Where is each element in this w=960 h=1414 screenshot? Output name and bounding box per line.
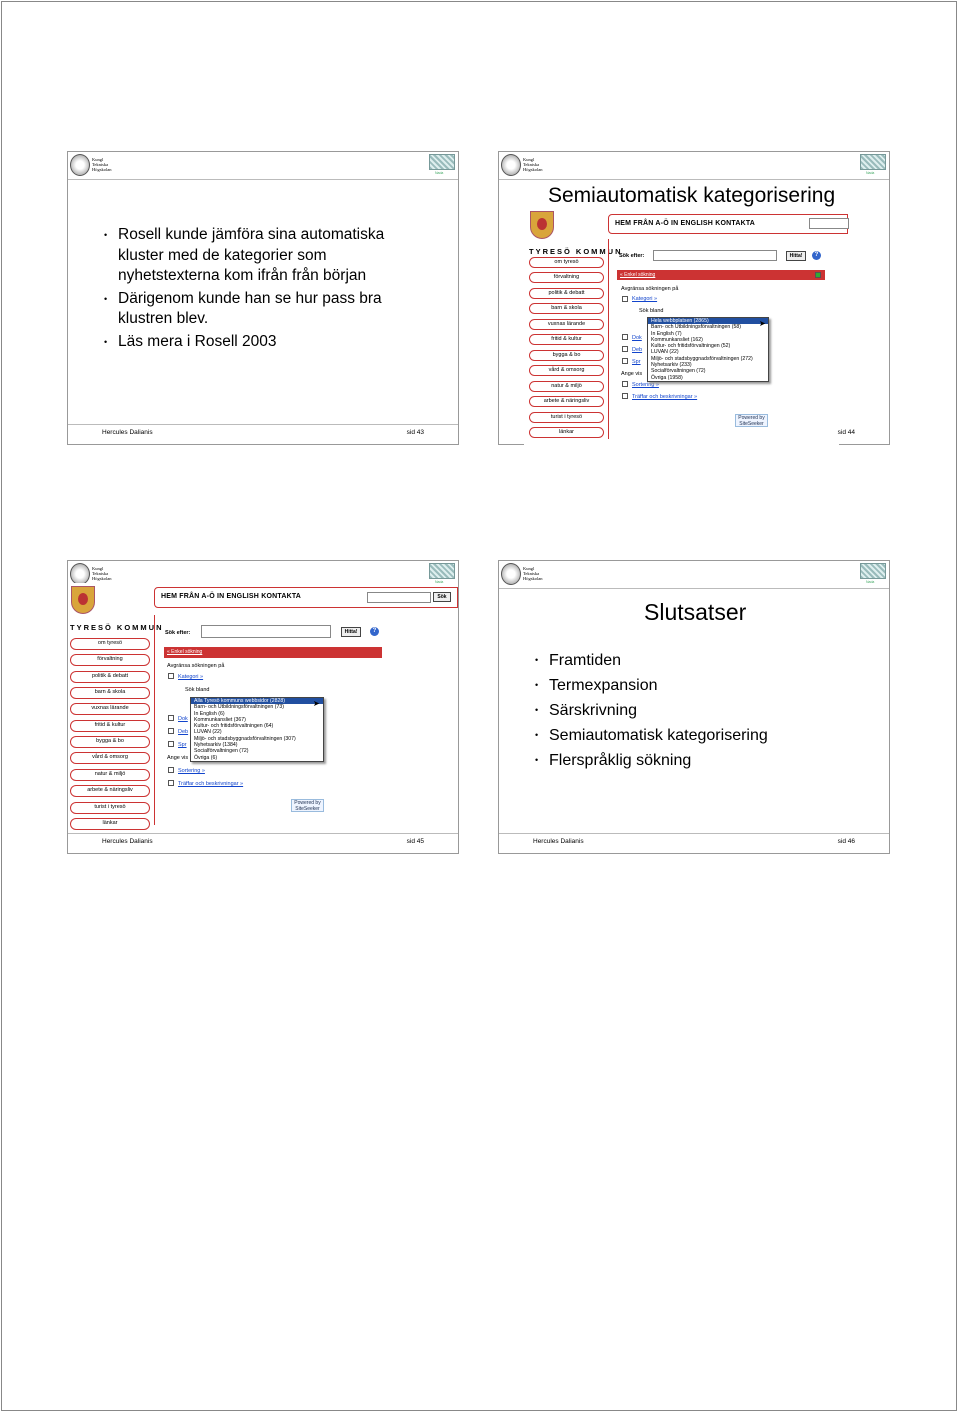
header-rule: [499, 588, 889, 589]
kommun-heading: TYRESÖ KOMMUN: [70, 623, 164, 632]
nada-logo: [860, 563, 886, 585]
dropdown-option[interactable]: Nyhetsarkiv (1384): [194, 742, 238, 749]
nada-icon: [429, 563, 455, 579]
kth-line3: Högskolan: [92, 167, 112, 172]
siteseeker-badge: Powered by SiteSeeker: [291, 799, 324, 812]
top-search-input[interactable]: [809, 218, 849, 229]
footer-author: Hercules Dalianis: [102, 429, 153, 436]
dropdown-option[interactable]: Barn- och Utbildningsförvaltningen (73): [194, 704, 284, 711]
nav-item[interactable]: vård & omsorg: [529, 365, 604, 376]
mouse-cursor-icon: ➤: [759, 319, 766, 328]
dropdown-option[interactable]: Barn- och Utbildningsförvaltningen (58): [651, 324, 741, 331]
top-nav-links[interactable]: HEM FRÅN A-Ö IN ENGLISH KONTAKTA: [615, 220, 756, 227]
bullet-item: • Läs mera i Rosell 2003: [100, 332, 430, 353]
simple-search-link[interactable]: « Enkel sökning: [167, 649, 203, 655]
doc-link[interactable]: Dok: [178, 716, 188, 722]
simple-search-bar: [617, 270, 825, 280]
nav-item[interactable]: om tyresö: [529, 257, 604, 268]
hits-checkbox[interactable]: [168, 780, 174, 786]
slide-46: [498, 560, 890, 854]
nav-item[interactable]: politik & debatt: [70, 671, 150, 683]
hitta-button[interactable]: Hitta!: [786, 251, 806, 261]
dropdown-option-selected[interactable]: Hela webbplatsen (2865): [648, 318, 768, 324]
dropdown-option[interactable]: Miljö- och stadsbyggnadsförvaltningen (307): [194, 735, 296, 742]
green-check-icon: [815, 272, 821, 278]
footer-page: sid 43: [406, 429, 424, 436]
kth-line1: Kungl: [92, 566, 104, 571]
debate-checkbox[interactable]: [168, 728, 174, 734]
footer-page: sid 45: [406, 838, 424, 845]
hits-link[interactable]: Träffar och beskrivningar »: [178, 781, 244, 787]
kth-line2: Tekniska: [92, 571, 109, 576]
search-among-label: Sök bland: [639, 308, 664, 314]
kth-line2: Tekniska: [523, 162, 540, 167]
search-panel: [154, 615, 384, 825]
debate-checkbox[interactable]: [622, 346, 628, 352]
tyreso-crest-icon: [530, 211, 554, 239]
nav-item[interactable]: fritid & kultur: [529, 334, 604, 345]
category-dropdown[interactable]: [190, 697, 324, 762]
doc-checkbox[interactable]: [168, 715, 174, 721]
footer-rule: [68, 424, 458, 425]
footer-rule: [499, 833, 889, 834]
language-checkbox[interactable]: [168, 741, 174, 747]
sort-link[interactable]: Sortering »: [632, 382, 659, 388]
nav-item[interactable]: arbete & näringsliv: [70, 785, 150, 797]
footer-author: Hercules Dalianis: [533, 838, 584, 845]
header-rule: [68, 179, 458, 180]
bullet-item: • Framtiden: [531, 648, 768, 673]
dropdown-option[interactable]: In English (6): [194, 710, 225, 717]
dropdown-option[interactable]: Övriga (6): [194, 754, 218, 761]
kth-line1: Kungl: [523, 566, 535, 571]
search-among-label: Sök bland: [185, 687, 210, 693]
nav-item[interactable]: turist i tyresö: [70, 802, 150, 814]
language-checkbox[interactable]: [622, 358, 628, 364]
top-search-input[interactable]: [367, 592, 431, 603]
dropdown-option[interactable]: Nyhetsarkiv (233): [651, 362, 692, 369]
slide-44: [498, 151, 890, 445]
siteseeker-badge: Powered by SiteSeeker: [735, 414, 768, 427]
category-checkbox[interactable]: [622, 296, 628, 302]
nav-item[interactable]: länkar: [70, 818, 150, 830]
nav-item[interactable]: politik & debatt: [529, 288, 604, 299]
hits-link[interactable]: Träffar och beskrivningar »: [632, 394, 698, 400]
nav-item[interactable]: arbete & näringsliv: [529, 396, 604, 407]
kth-line3: Högskolan: [92, 576, 112, 581]
dropdown-option[interactable]: Kommunkansliet (367): [194, 716, 246, 723]
footer-page: sid 44: [837, 429, 855, 436]
nada-icon: [860, 563, 886, 579]
kth-line1: Kungl: [92, 157, 104, 162]
dropdown-option[interactable]: Övriga (1958): [651, 374, 683, 381]
tyreso-screenshot: [524, 209, 839, 445]
kth-line3: Högskolan: [523, 576, 543, 581]
restrict-label: Avgränsa sökningen på: [167, 663, 225, 669]
debate-link[interactable]: Deb: [632, 347, 643, 353]
dropdown-option-selected[interactable]: Alla Tyresö kommuns webbsidor (2828): [191, 698, 323, 704]
search-input[interactable]: [201, 625, 331, 638]
simple-search-bar: [164, 647, 382, 658]
doc-checkbox[interactable]: [622, 334, 628, 340]
nada-logo: [860, 154, 886, 176]
nada-text: Nada: [435, 580, 444, 584]
kth-seal-icon: [70, 563, 90, 585]
tyreso-screenshot: [68, 583, 447, 831]
search-label: Sök efter:: [619, 253, 645, 259]
bullet-item: • Termexpansion: [531, 673, 768, 698]
bullet-item: • Flerspråklig sökning: [531, 748, 768, 773]
slide-title: Slutsatser: [644, 599, 747, 625]
kth-line2: Tekniska: [523, 571, 540, 576]
nav-item[interactable]: fritid & kultur: [70, 720, 150, 732]
dropdown-option[interactable]: LUVAN (22): [194, 729, 222, 736]
slide-43: [67, 151, 459, 445]
nada-icon: [429, 154, 455, 170]
category-link[interactable]: Kategori »: [632, 296, 658, 302]
kth-line1: Kungl: [523, 157, 535, 162]
nada-icon: [860, 154, 886, 170]
bullet-item: • Särskrivning: [531, 698, 768, 723]
nada-text: Nada: [866, 580, 875, 584]
nav-item[interactable]: vuxnas lärande: [529, 319, 604, 330]
dropdown-option[interactable]: Miljö- och stadsbyggnadsförvaltningen (272): [651, 355, 753, 362]
hitta-button[interactable]: Hitta!: [341, 627, 361, 637]
display-label: Ange vis: [621, 371, 643, 377]
nav-item[interactable]: länkar: [529, 427, 604, 438]
nav-item[interactable]: vuxnas lärande: [70, 703, 150, 715]
nada-text: Nada: [435, 171, 444, 175]
kth-logo: [501, 563, 549, 585]
header-rule: [499, 179, 889, 180]
dropdown-option[interactable]: LUVAN (22): [651, 349, 679, 356]
mouse-cursor-icon: ➤: [313, 699, 320, 708]
slide-title: Semiautomatisk kategorisering: [548, 184, 836, 207]
help-icon[interactable]: ?: [370, 627, 379, 636]
search-input[interactable]: [653, 250, 777, 261]
bullet-list: [531, 648, 768, 773]
dropdown-option[interactable]: Socialförvaltningen (72): [651, 368, 706, 375]
bullet-list: [100, 225, 430, 354]
kth-logo: [501, 154, 549, 176]
bullet-item: • Semiautomatisk kategorisering: [531, 723, 768, 748]
bullet-item: • Rosell kunde jämföra sina automatiska kluster med de kategorier som nyhetstexterna kom ifrån från början: [100, 225, 430, 287]
footer-page: sid 46: [837, 838, 855, 845]
category-dropdown[interactable]: [647, 317, 769, 382]
kth-line3: Högskolan: [523, 167, 543, 172]
language-link[interactable]: Spr: [632, 359, 641, 365]
dropdown-option[interactable]: Socialförvaltningen (72): [194, 748, 249, 755]
simple-search-link[interactable]: « Enkel sökning: [620, 272, 656, 278]
doc-link[interactable]: Dok: [632, 335, 642, 341]
sort-link[interactable]: Sortering »: [178, 768, 205, 774]
search-panel: [608, 239, 838, 439]
nada-logo: [429, 154, 455, 176]
nada-logo: [429, 563, 455, 585]
bullet-item: • Därigenom kunde han se hur pass bra klustren blev.: [100, 289, 430, 330]
nav-item[interactable]: natur & miljö: [70, 769, 150, 781]
nav-item[interactable]: barn & skola: [529, 303, 604, 314]
nav-item[interactable]: förvaltning: [529, 272, 604, 283]
top-nav-bar: [608, 214, 848, 234]
sort-checkbox[interactable]: [622, 381, 628, 387]
sort-checkbox[interactable]: [168, 767, 174, 773]
restrict-label: Avgränsa sökningen på: [621, 286, 679, 292]
kth-logo: [70, 563, 118, 585]
kth-seal-icon: [501, 154, 521, 176]
footer-author: Hercules Dalianis: [102, 838, 153, 845]
nav-item[interactable]: om tyresö: [70, 638, 150, 650]
nav-item[interactable]: förvaltning: [70, 654, 150, 666]
nav-item[interactable]: bygga & bo: [529, 350, 604, 361]
kth-seal-icon: [70, 154, 90, 176]
kommun-heading: TYRESÖ KOMMUN: [529, 247, 623, 256]
kth-seal-icon: [501, 563, 521, 585]
hits-checkbox[interactable]: [622, 393, 628, 399]
nav-item[interactable]: bygga & bo: [70, 736, 150, 748]
dropdown-option[interactable]: In English (7): [651, 330, 682, 337]
top-nav-links[interactable]: HEM FRÅN A-Ö IN ENGLISH KONTAKTA: [161, 593, 302, 600]
nav-item[interactable]: turist i tyresö: [529, 412, 604, 423]
dropdown-option[interactable]: Kultur- och fritidsförvaltningen (52): [651, 343, 731, 350]
kth-logo: [70, 154, 118, 176]
top-search-button[interactable]: Sök: [433, 592, 451, 602]
search-label: Sök efter:: [165, 630, 191, 636]
help-icon[interactable]: ?: [812, 251, 821, 260]
dropdown-option[interactable]: Kultur- och fritidsförvaltningen (64): [194, 723, 274, 730]
nav-item[interactable]: vård & omsorg: [70, 752, 150, 764]
category-checkbox[interactable]: [168, 673, 174, 679]
nada-text: Nada: [866, 171, 875, 175]
debate-link[interactable]: Deb: [178, 729, 189, 735]
category-link[interactable]: Kategori »: [178, 674, 204, 680]
nav-item[interactable]: natur & miljö: [529, 381, 604, 392]
tyreso-crest-icon: [71, 586, 95, 614]
footer-rule: [68, 833, 458, 834]
dropdown-option[interactable]: Kommunkansliet (162): [651, 336, 703, 343]
display-label: Ange vis: [167, 755, 189, 761]
nav-item[interactable]: barn & skola: [70, 687, 150, 699]
language-link[interactable]: Spr: [178, 742, 187, 748]
kth-line2: Tekniska: [92, 162, 109, 167]
top-nav-bar: [154, 587, 458, 608]
slide-45: [67, 560, 459, 854]
